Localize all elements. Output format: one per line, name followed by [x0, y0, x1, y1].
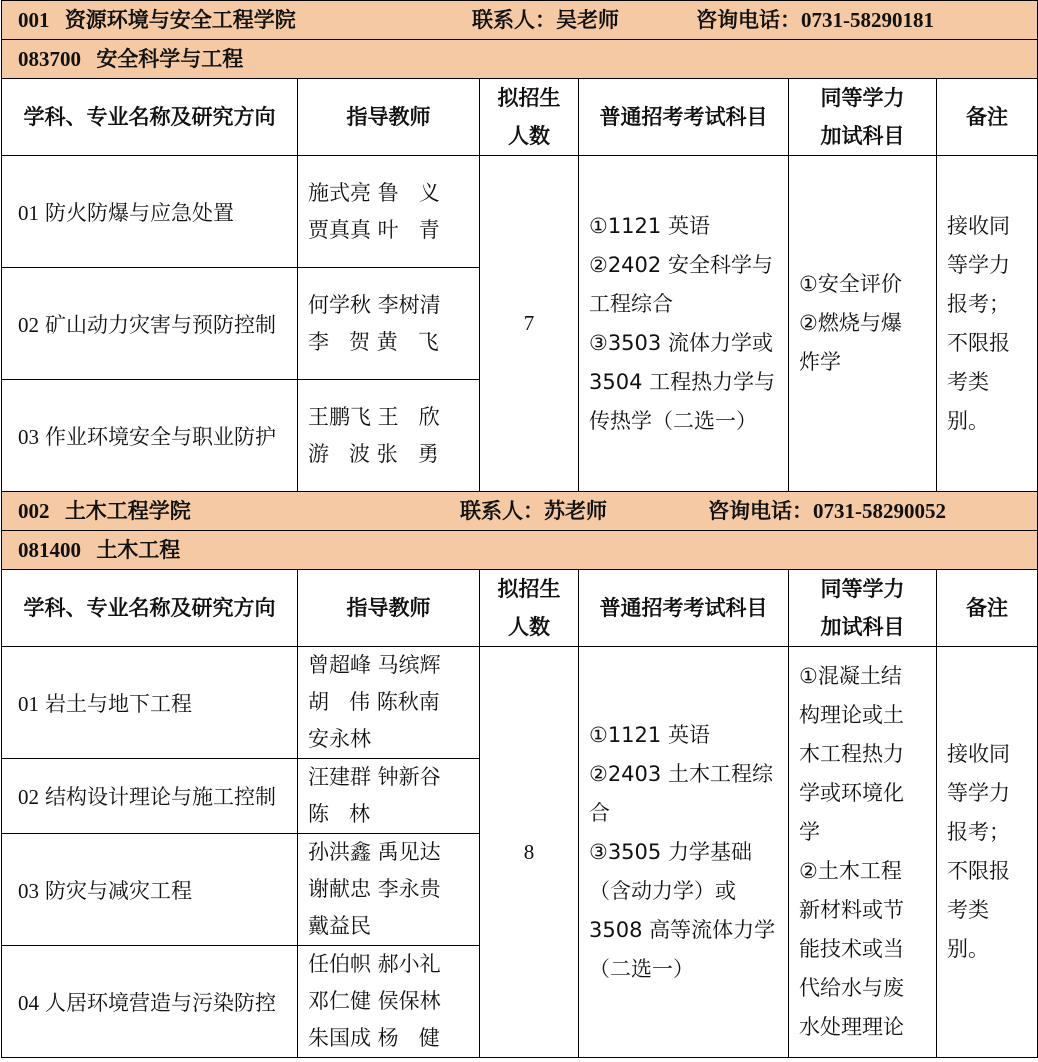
column-header-quota: 拟招生 人数 [480, 570, 579, 647]
exam-subjects: ①1121 英语 ②2403 土木工程综 合 ③3505 力学基础 （含动力学）或 3508 高等流体力学 （二选一） [579, 647, 789, 1058]
column-header-notes: 备注 [937, 79, 1038, 156]
major-name: 安全科学与工程 [96, 47, 244, 71]
research-direction: 01 岩土与地下工程 [2, 647, 298, 759]
column-header-exam: 普通招考考试科目 [579, 570, 789, 647]
column-header-direction: 学科、专业名称及研究方向 [2, 79, 298, 156]
contact-person: 联系人：吴老师 [472, 8, 619, 32]
advisor-list: 王鹏飞 王 欣 游 波 张 勇 [298, 380, 480, 492]
major-header [2, 531, 1038, 570]
phone-label: 咨询电话： [708, 499, 813, 523]
phone-number: 0731-58290181 [801, 8, 934, 32]
column-header-exam: 普通招考考试科目 [579, 79, 789, 156]
column-header-row [2, 79, 1038, 156]
college-header-row [2, 492, 1038, 531]
advisor-list: 任伯帜 郝小礼 邓仁健 侯保林 朱国成 杨 健 [298, 946, 480, 1058]
notes: 接收同 等学力 报考； 不限报 考类 别。 [937, 647, 1038, 1058]
column-header-advisors: 指导教师 [298, 570, 480, 647]
college-name: 土木工程学院 [64, 499, 191, 523]
research-direction: 02 结构设计理论与施工控制 [2, 759, 298, 834]
major-header [2, 40, 1038, 79]
additional-subjects: ①安全评价 ②燃烧与爆 炸学 [789, 156, 937, 492]
advisor-list: 何学秋 李树清 李 贺 黄 飞 [298, 268, 480, 380]
additional-subjects: ①混凝土结 构理论或土 木工程热力 学或环境化 学 ②土木工程 新材料或节 能技术或当 代给水与废 水处理理论 [789, 647, 937, 1058]
advisor-list: 孙洪鑫 禹见达 谢献忠 李永贵 戴益民 [298, 834, 480, 946]
major-header-row [2, 40, 1038, 79]
advisor-list: 施式亮 鲁 义 贾真真 叶 青 [298, 156, 480, 268]
college-number: 002 [18, 499, 50, 523]
column-header-notes: 备注 [937, 570, 1038, 647]
research-direction: 03 作业环境安全与职业防护 [2, 380, 298, 492]
college-name: 资源环境与安全工程学院 [64, 8, 296, 32]
college-header-row [2, 1, 1038, 40]
column-header-quota: 拟招生 人数 [480, 79, 579, 156]
enrollment-quota: 8 [480, 647, 579, 1058]
table-row [2, 156, 1038, 268]
college-header [2, 492, 1038, 531]
column-header-direction: 学科、专业名称及研究方向 [2, 570, 298, 647]
column-header-additional: 同等学力 加试科目 [789, 570, 937, 647]
research-direction: 02 矿山动力灾害与预防控制 [2, 268, 298, 380]
table-row [2, 647, 1038, 759]
phone-label: 咨询电话： [696, 8, 801, 32]
research-direction: 03 防灾与减灾工程 [2, 834, 298, 946]
column-header-advisors: 指导教师 [298, 79, 480, 156]
research-direction: 04 人居环境营造与污染防控 [2, 946, 298, 1058]
major-code: 083700 [18, 47, 81, 71]
contact-person: 联系人：苏老师 [460, 499, 607, 523]
major-name: 土木工程 [96, 538, 181, 562]
college-header [2, 1, 1038, 40]
exam-subjects: ①1121 英语 ②2402 安全科学与 工程综合 ③3503 流体力学或 3504 工程热力学与 传热学（二选一） [579, 156, 789, 492]
major-code: 081400 [18, 538, 81, 562]
major-header-row [2, 531, 1038, 570]
advisor-list: 汪建群 钟新谷 陈 林 [298, 759, 480, 834]
enrollment-quota: 7 [480, 156, 579, 492]
college-number: 001 [18, 8, 50, 32]
research-direction: 01 防火防爆与应急处置 [2, 156, 298, 268]
notes: 接收同 等学力 报考； 不限报 考类 别。 [937, 156, 1038, 492]
admissions-table [1, 0, 1038, 1058]
column-header-row [2, 570, 1038, 647]
phone-number: 0731-58290052 [813, 499, 946, 523]
advisor-list: 曾超峰 马缤辉 胡 伟 陈秋南 安永林 [298, 647, 480, 759]
column-header-additional: 同等学力 加试科目 [789, 79, 937, 156]
